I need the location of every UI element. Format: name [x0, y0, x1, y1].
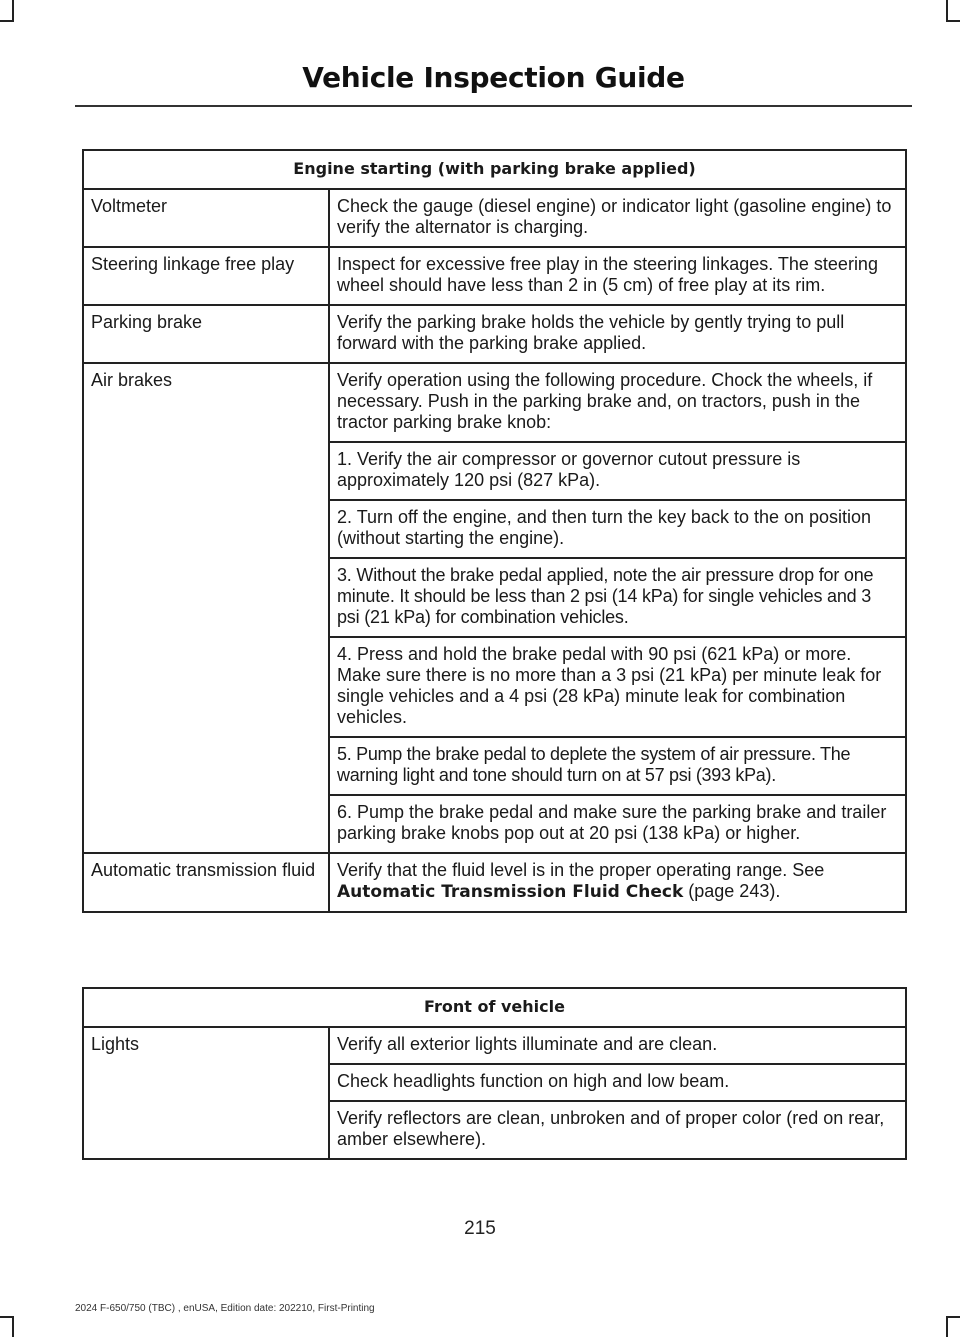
row-description: Verify all exterior lights illuminate and are clean. [329, 1027, 906, 1064]
front-of-vehicle-table [82, 987, 907, 1160]
procedure-step: 1. Verify the air compressor or governor cutout pressure is approximately 120 psi (827 kPa). [329, 442, 906, 500]
atf-desc-text: Verify that the fluid level is in the proper operating range. See [337, 860, 825, 880]
page-title: Vehicle Inspection Guide [302, 61, 685, 94]
table-header-row [83, 150, 906, 189]
row-description [329, 853, 906, 912]
table-row [83, 305, 906, 363]
row-label: Automatic transmission fluid [83, 853, 329, 912]
crop-mark [946, 20, 960, 22]
table-row [83, 363, 906, 442]
table-heading: Engine starting (with parking brake applied) [83, 150, 906, 189]
row-description: Verify reflectors are clean, unbroken and of proper color (red on rear, amber elsewhere). [329, 1101, 906, 1159]
crop-mark [946, 0, 948, 22]
procedure-step: 6. Pump the brake pedal and make sure the parking brake and trailer parking brake knobs pop out at 20 psi (138 kPa) or higher. [329, 795, 906, 853]
table-row [83, 189, 906, 247]
cross-reference-link[interactable]: Automatic Transmission Fluid Check [337, 882, 684, 902]
procedure-step: 4. Press and hold the brake pedal with 90 psi (621 kPa) or more. Make sure there is no more than a 3 psi (21 kPa) per minute leak for single vehicles and a 4 psi (28 kPa) minute leak for combination vehicles. [329, 637, 906, 737]
crop-mark [12, 0, 14, 22]
crop-mark [946, 1316, 948, 1337]
crop-mark [12, 1316, 14, 1337]
row-description: Verify operation using the following procedure. Chock the wheels, if necessary. Push in the parking brake and, on tractors, push in the tractor parking brake knob: [329, 363, 906, 442]
procedure-step: 2. Turn off the engine, and then turn the key back to the on position (without starting the engine). [329, 500, 906, 558]
row-description: Inspect for excessive free play in the steering linkages. The steering wheel should have less than 2 in (5 cm) of free play at its rim. [329, 247, 906, 305]
row-description: Check headlights function on high and low beam. [329, 1064, 906, 1101]
table-row [83, 853, 906, 912]
header-divider [75, 105, 912, 107]
table-header-row [83, 988, 906, 1027]
row-label: Air brakes [83, 363, 329, 853]
table-row [83, 1027, 906, 1064]
page-header [75, 58, 912, 98]
crop-mark [0, 1316, 14, 1318]
table-row [83, 247, 906, 305]
row-label: Parking brake [83, 305, 329, 363]
page-number: 215 [464, 1218, 496, 1239]
procedure-step: 5. Pump the brake pedal to deplete the system of air pressure. The warning light and tone should turn on at 57 psi (393 kPa). [329, 737, 906, 795]
row-label: Steering linkage free play [83, 247, 329, 305]
row-description: Check the gauge (diesel engine) or indicator light (gasoline engine) to verify the alternator is charging. [329, 189, 906, 247]
crop-mark [946, 1316, 960, 1318]
row-label: Voltmeter [83, 189, 329, 247]
crop-mark [0, 20, 14, 22]
footer-edition-info: 2024 F-650/750 (TBC) , enUSA, Edition date: 202210, First-Printing [75, 1303, 375, 1314]
table-heading: Front of vehicle [83, 988, 906, 1027]
procedure-step: 3. Without the brake pedal applied, note the air pressure drop for one minute. It should be less than 2 psi (14 kPa) for single vehicles and 3 psi (21 kPa) for combination vehicles. [329, 558, 906, 637]
row-description: Verify the parking brake holds the vehicle by gently trying to pull forward with the parking brake applied. [329, 305, 906, 363]
engine-starting-table [82, 149, 907, 913]
row-label: Lights [83, 1027, 329, 1159]
page-reference: (page 243). [683, 881, 781, 901]
